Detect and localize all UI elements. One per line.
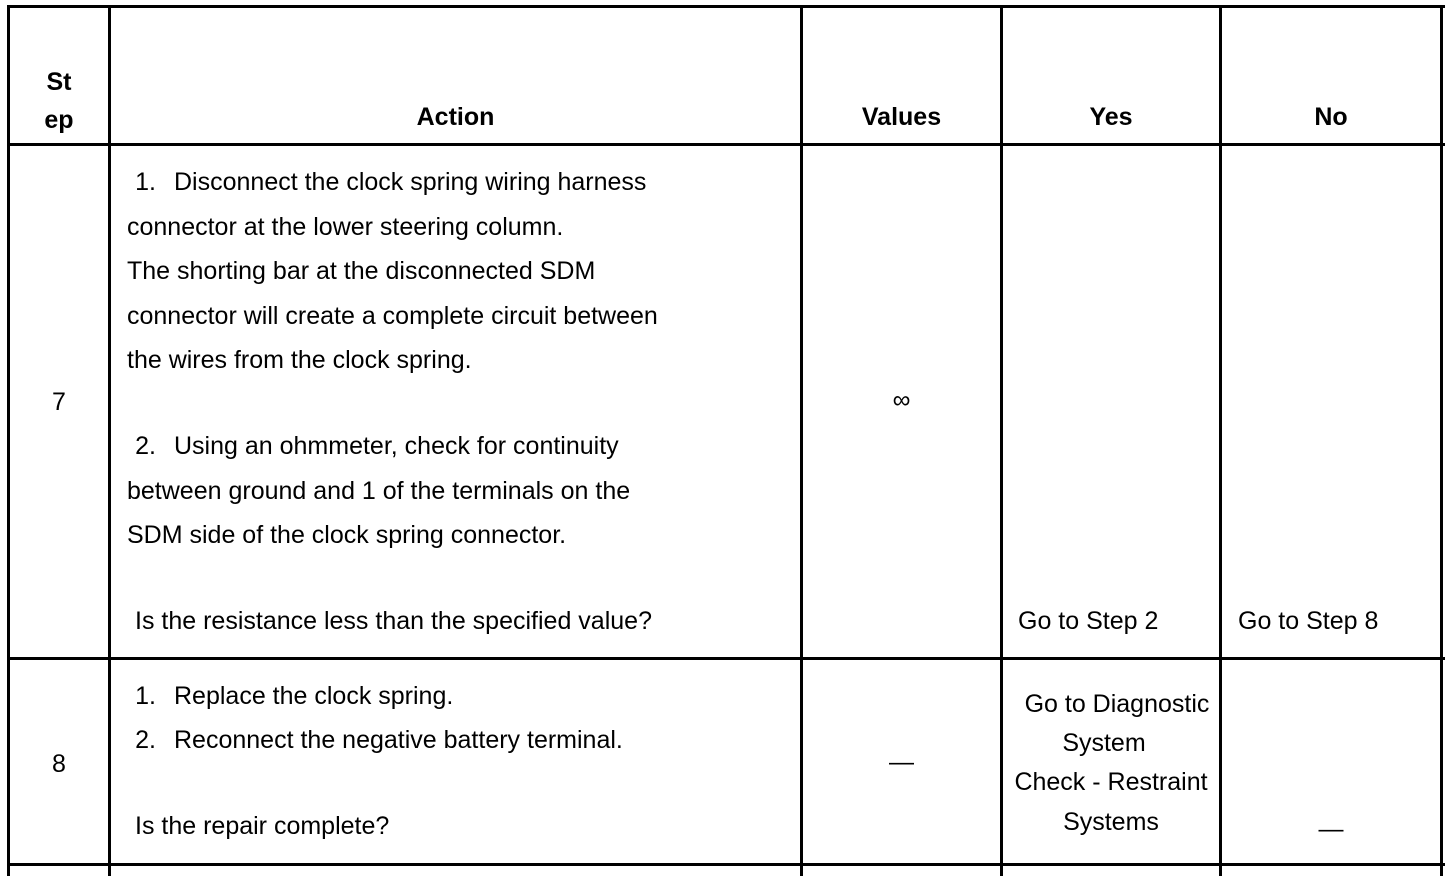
- row7-action-line7: between ground and 1 of the terminals on the: [127, 477, 631, 505]
- row8-yes: [1003, 684, 1219, 842]
- col-border-right: [1440, 5, 1443, 876]
- row8-item1-number: 1.: [135, 682, 156, 710]
- row8-yes-line1: Go to Diagnostic: [1024, 690, 1210, 718]
- row7-action-line1: Disconnect the clock spring wiring harness: [174, 168, 647, 196]
- row8-value: —: [889, 748, 914, 776]
- header-bottom-border: [8, 143, 1445, 146]
- row7-item1: [127, 168, 646, 197]
- header-yes: Yes: [1089, 103, 1133, 131]
- row8-item2-number: 2.: [135, 726, 156, 754]
- header-no: No: [1314, 103, 1348, 131]
- row7-item2-number: 2.: [135, 432, 156, 460]
- row8-item1-text: Replace the clock spring.: [174, 682, 454, 710]
- row8-item1: [127, 682, 453, 711]
- col-border-yes: [1219, 5, 1222, 876]
- row7-step: 7: [52, 388, 66, 416]
- table-bottom-border: [8, 863, 1445, 866]
- row7-question: Is the resistance less than the specified value?: [135, 607, 652, 635]
- row8-question: Is the repair complete?: [135, 812, 390, 840]
- row8-yes-line3: Check - Restraint: [1014, 768, 1208, 796]
- col-border-action: [800, 5, 803, 876]
- row8-yes-line4: Systems: [1063, 808, 1159, 836]
- header-step-line2: ep: [44, 106, 74, 134]
- row7-action-line5: the wires from the clock spring.: [127, 346, 472, 374]
- row7-value: ∞: [892, 386, 911, 414]
- row8-item2-text: Reconnect the negative battery terminal.: [174, 726, 623, 754]
- header-step: [10, 63, 108, 139]
- table-top-border: [8, 5, 1445, 8]
- row8-no: —: [1318, 815, 1344, 843]
- row8-step: 8: [52, 750, 66, 778]
- row7-action-line8: SDM side of the clock spring connector.: [127, 521, 567, 549]
- row7-bottom-border: [8, 657, 1445, 660]
- row7-no: Go to Step 8: [1238, 607, 1379, 635]
- col-border-step: [108, 5, 111, 876]
- header-action: Action: [416, 103, 495, 131]
- row7-yes: Go to Step 2: [1018, 607, 1159, 635]
- row7-action-line6: Using an ohmmeter, check for continuity: [174, 432, 619, 460]
- row8-yes-line2: System: [1062, 729, 1146, 757]
- header-values: Values: [861, 103, 942, 131]
- row7-item2: [127, 432, 619, 461]
- row7-action-line2: connector at the lower steering column.: [127, 213, 564, 241]
- row7-item1-number: 1.: [135, 168, 156, 196]
- row7-action-line4: connector will create a complete circuit between: [127, 302, 658, 330]
- row7-action-line3: The shorting bar at the disconnected SDM: [127, 257, 596, 285]
- row8-item2: [127, 726, 623, 755]
- header-step-line1: St: [46, 68, 72, 96]
